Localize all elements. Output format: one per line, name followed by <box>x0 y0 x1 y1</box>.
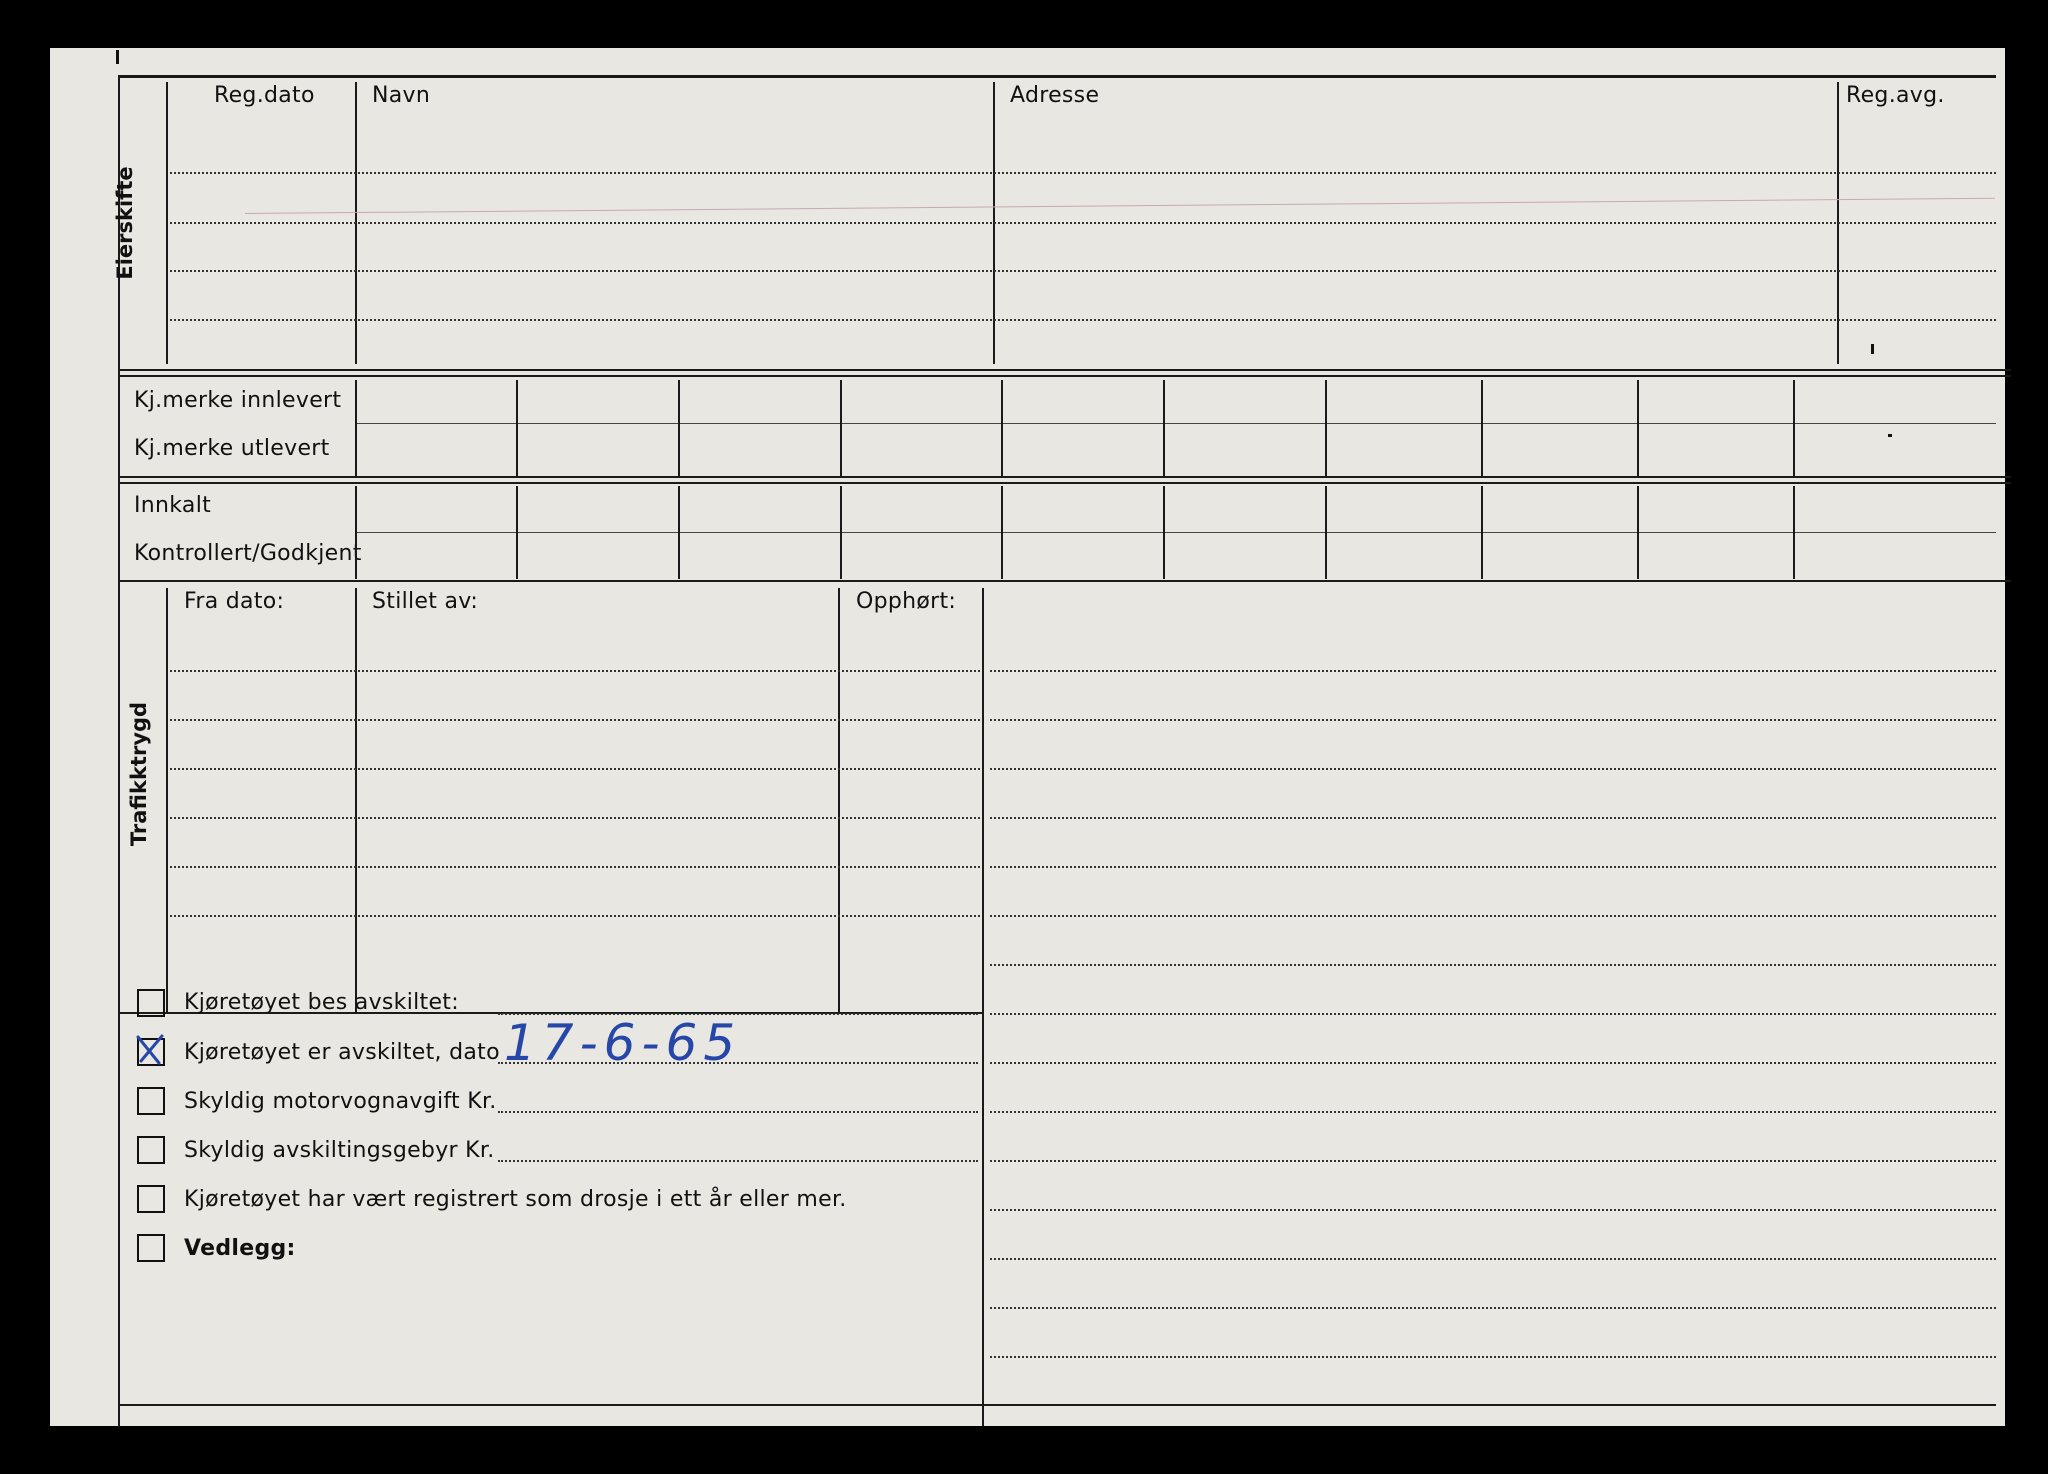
kontroll-col <box>840 486 842 579</box>
double-rule-bottom <box>118 482 2011 484</box>
note-row-line <box>990 1258 1996 1260</box>
eierskifte-label: Eierskifte <box>113 166 137 280</box>
registration-card <box>50 48 2005 1426</box>
col-fra-dato: Fra dato: <box>184 589 285 614</box>
fill-line <box>498 1111 978 1113</box>
kjmerke-col <box>840 380 842 476</box>
kontroll-col <box>355 486 357 579</box>
note-row-line <box>990 1307 1996 1309</box>
note-row-line <box>990 1209 1996 1211</box>
eierskifte-col-divider <box>166 82 168 364</box>
stray-mark <box>1871 344 1874 354</box>
note-row-line <box>990 1356 1996 1358</box>
note-row-line <box>990 1111 1996 1113</box>
kontroll-col <box>1637 486 1639 579</box>
kjmerke-col <box>516 380 518 476</box>
kjmerke-mid-line <box>355 423 1996 424</box>
trygd-row-line <box>170 866 980 868</box>
right-panel-divider <box>982 588 984 1426</box>
kjmerke-col <box>1163 380 1165 476</box>
trygd-row-line <box>170 670 980 672</box>
check-label: Kjøretøyet er avskiltet, dato <box>184 1040 500 1065</box>
note-row-line <box>990 915 1996 917</box>
check-label: Kjøretøyet har vært registrert som drosje i ett år eller mer. <box>184 1187 847 1212</box>
check-x-icon <box>133 1033 167 1067</box>
trafikktrygd-top-rule <box>118 580 2011 582</box>
checkbox-er-avskiltet[interactable] <box>137 1038 165 1066</box>
entry-row-line <box>170 222 1996 224</box>
top-border <box>118 75 1996 78</box>
check-label: Kjøretøyet bes avskiltet: <box>184 990 459 1015</box>
trafikktrygd-col <box>166 588 168 1012</box>
trygd-row-line <box>170 915 980 917</box>
checkbox-avskiltingsgebyr[interactable] <box>137 1136 165 1164</box>
kontroll-col <box>1163 486 1165 579</box>
kontroll-col <box>516 486 518 579</box>
kontroll-col <box>1001 486 1003 579</box>
faint-red-line <box>245 198 1995 214</box>
kjmerke-innlevert-label: Kj.merke innlevert <box>134 388 342 413</box>
note-row-line <box>990 719 1996 721</box>
kjmerke-col <box>1793 380 1795 476</box>
checkbox-drosje[interactable] <box>137 1185 165 1213</box>
kjmerke-col <box>678 380 680 476</box>
trygd-row-line <box>170 817 980 819</box>
handwritten-date: 17-6-65 <box>504 1014 742 1072</box>
note-row-line <box>990 866 1996 868</box>
kjmerke-utlevert-label: Kj.merke utlevert <box>134 436 330 461</box>
checkbox-motorvognavgift[interactable] <box>137 1087 165 1115</box>
kjmerke-col <box>355 380 357 476</box>
note-row-line <box>990 768 1996 770</box>
fill-line <box>498 1160 978 1162</box>
entry-row-line <box>170 319 1996 321</box>
stray-mark <box>1888 434 1892 437</box>
double-rule-bottom <box>118 375 2011 377</box>
kjmerke-col <box>1325 380 1327 476</box>
trafikktrygd-col <box>355 588 357 1012</box>
checkbox-vedlegg[interactable] <box>137 1234 165 1262</box>
kontroll-mid-line <box>355 532 1996 533</box>
kontroll-col <box>1325 486 1327 579</box>
note-row-line <box>990 670 1996 672</box>
double-rule-top <box>118 369 2011 371</box>
col-reg-dato: Reg.dato <box>214 83 315 108</box>
trygd-row-line <box>170 719 980 721</box>
col-adresse: Adresse <box>1010 83 1100 108</box>
check-label: Vedlegg: <box>184 1236 296 1261</box>
innkalt-label: Innkalt <box>134 493 212 518</box>
col-navn: Navn <box>372 83 431 108</box>
kjmerke-col <box>1637 380 1639 476</box>
check-label: Skyldig avskiltingsgebyr Kr. <box>184 1138 495 1163</box>
note-row-line <box>990 964 1996 966</box>
col-reg-avg: Reg.avg. <box>1846 83 1945 108</box>
double-rule-top <box>118 476 2011 478</box>
note-row-line <box>990 1013 1996 1015</box>
trafikktrygd-col <box>838 588 840 1012</box>
col-stillet-av: Stillet av: <box>372 589 479 614</box>
kontroll-col <box>1481 486 1483 579</box>
kontrollert-label: Kontrollert/Godkjent <box>134 541 362 566</box>
bottom-rule <box>118 1404 1996 1406</box>
col-opphort: Opphørt: <box>856 589 957 614</box>
note-row-line <box>990 817 1996 819</box>
trafikktrygd-label: Trafikktrygd <box>127 701 151 847</box>
entry-row-line <box>170 172 1996 174</box>
checkbox-bes-avskiltet[interactable] <box>137 989 165 1017</box>
kontroll-col <box>1793 486 1795 579</box>
note-row-line <box>990 1160 1996 1162</box>
entry-row-line <box>170 270 1996 272</box>
note-row-line <box>990 1062 1996 1064</box>
kjmerke-col <box>1001 380 1003 476</box>
trygd-row-line <box>170 768 980 770</box>
kontroll-col <box>678 486 680 579</box>
kjmerke-col <box>1481 380 1483 476</box>
corner-mark <box>116 50 119 64</box>
check-label: Skyldig motorvognavgift Kr. <box>184 1089 497 1114</box>
